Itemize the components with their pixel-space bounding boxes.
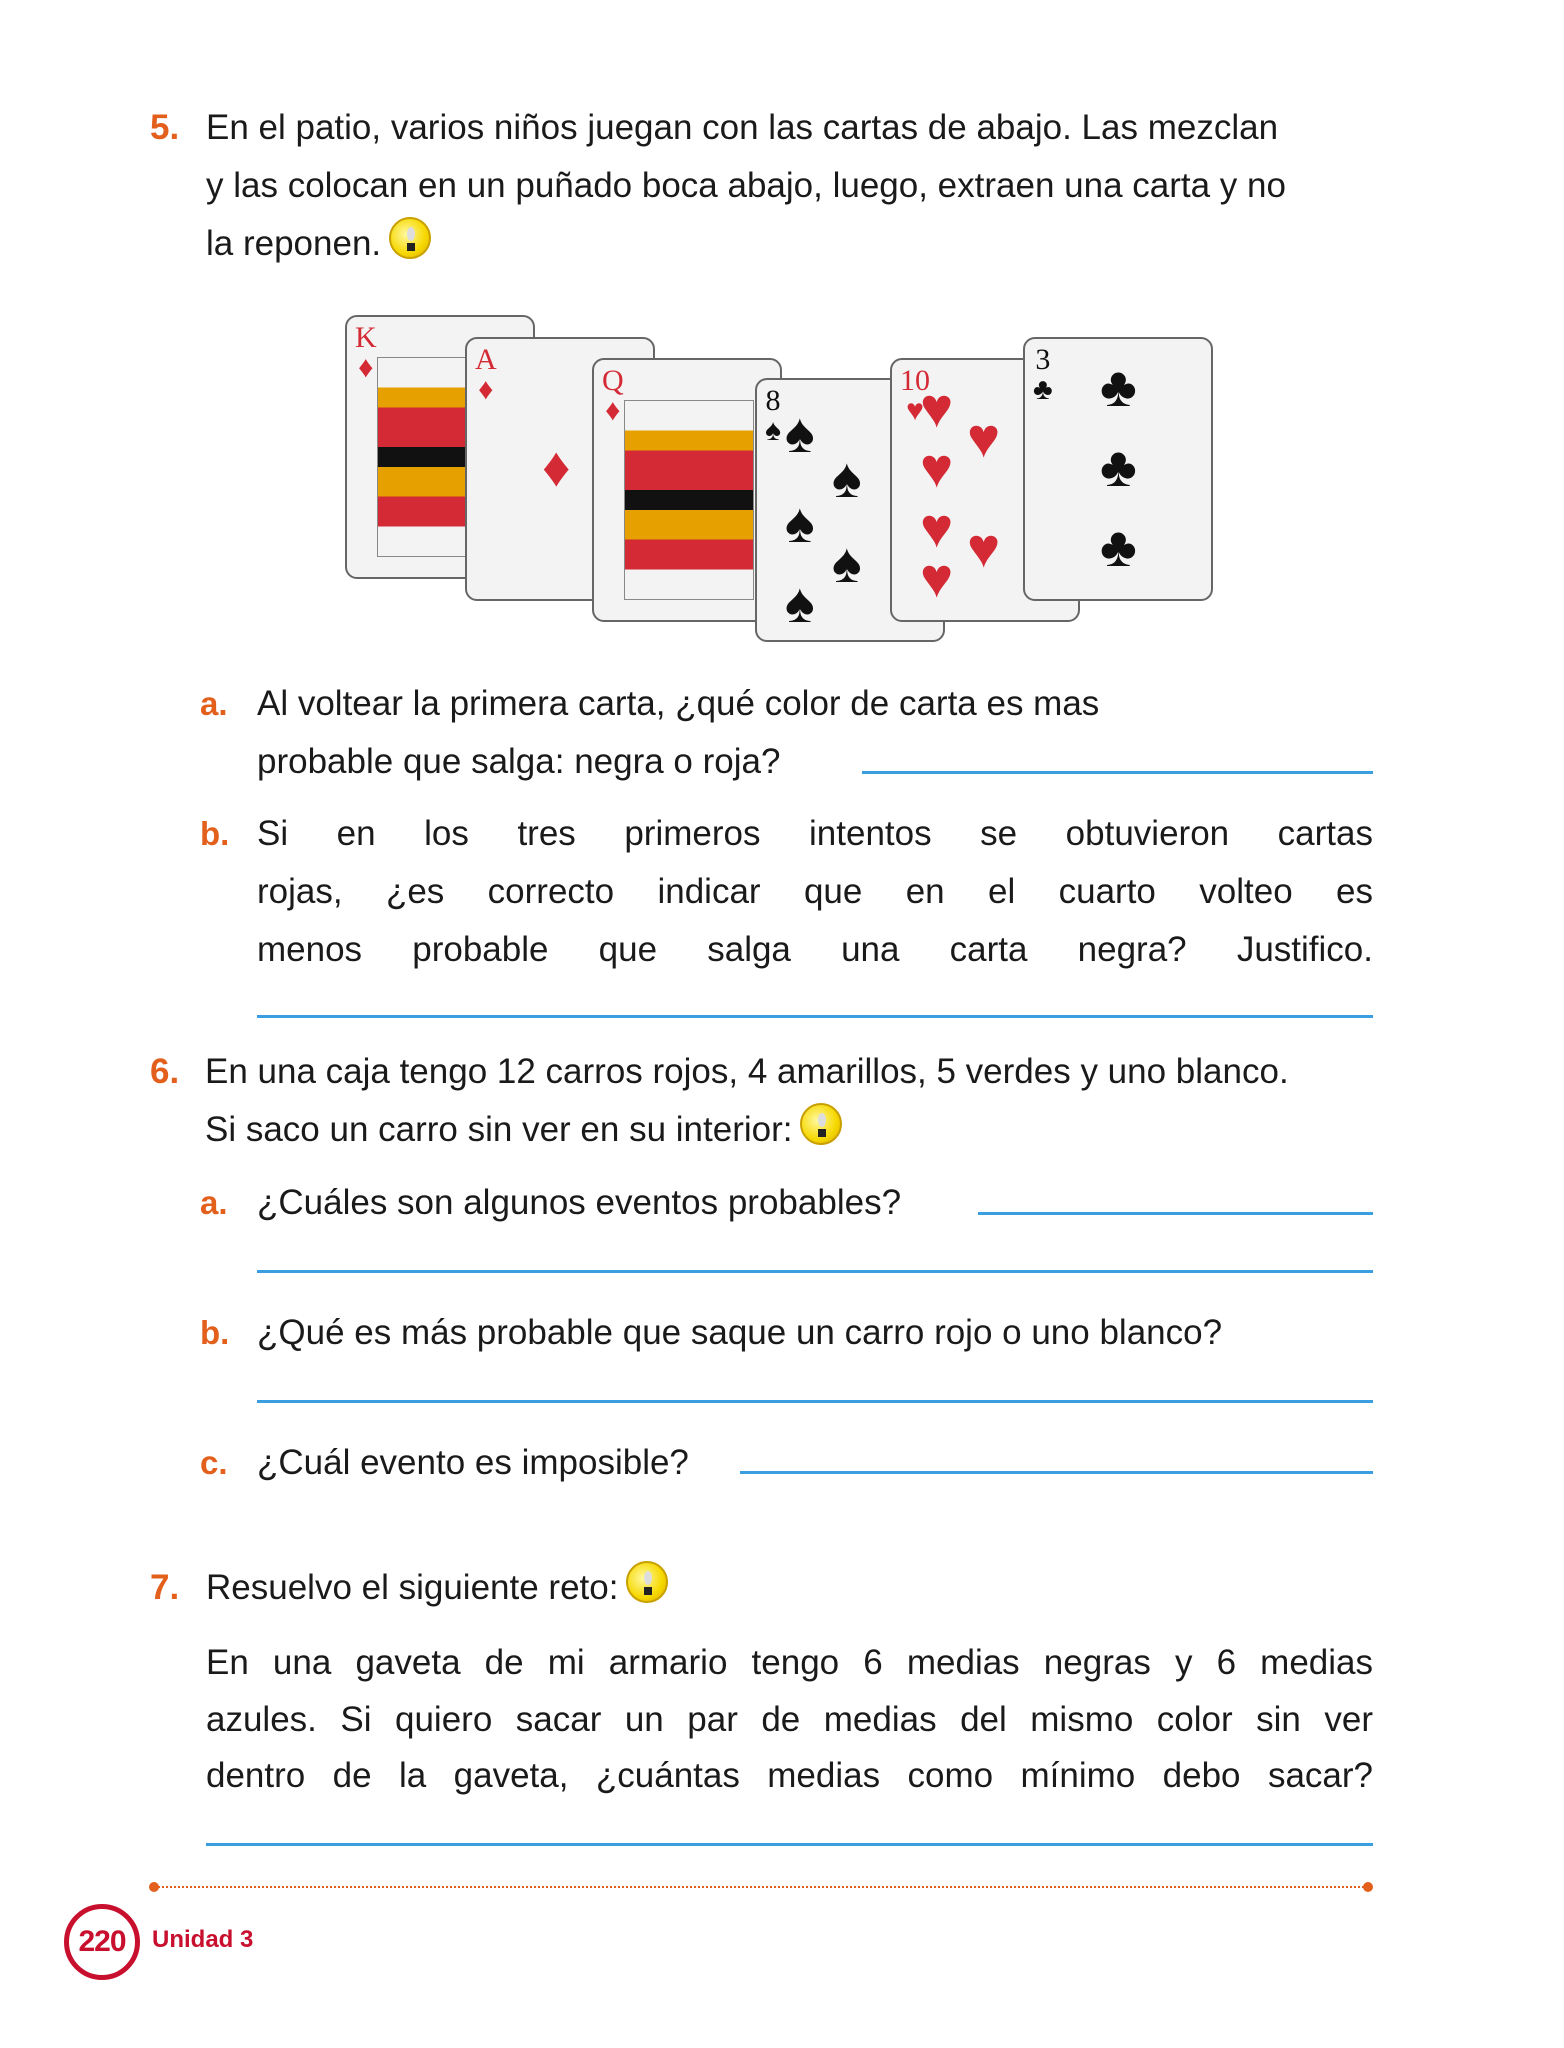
card-rank: 8 ♠ xyxy=(765,384,781,447)
q5a-letter: a. xyxy=(200,685,228,722)
spade-pip-icon: ♠ xyxy=(785,401,815,464)
q7-title-text: Resuelvo el siguiente reto: xyxy=(206,1568,619,1607)
spade-pip-icon: ♠ xyxy=(832,446,862,509)
card-rank: 10 ♥ xyxy=(900,364,930,427)
lightbulb-icon xyxy=(389,217,431,259)
q5-text xyxy=(206,215,431,273)
heart-pip-icon: ♥ xyxy=(920,376,954,439)
divider-dot xyxy=(1363,1882,1373,1892)
q6c-letter: c. xyxy=(200,1444,228,1481)
q6a-letter: a. xyxy=(200,1184,228,1221)
q6c-answer-line[interactable] xyxy=(740,1471,1373,1474)
heart-pip-icon: ♥ xyxy=(920,436,954,499)
q5b-text: rojas, ¿es correcto indicar que en el cuarto volteo es xyxy=(257,872,1373,911)
q7-answer-line[interactable] xyxy=(206,1843,1373,1846)
heart-pip-icon: ♥ xyxy=(920,496,954,559)
card-three-clubs xyxy=(1023,337,1213,601)
card-rank: 3 ♣ xyxy=(1033,343,1053,406)
spade-pip-icon: ♠ xyxy=(832,531,862,594)
q6b-text: ¿Qué es más probable que saque un carro rojo o uno blanco? xyxy=(257,1313,1223,1352)
q7-title xyxy=(206,1559,668,1617)
q5b-text: menos probable que salga una carta negra? Justifico. xyxy=(257,930,1373,969)
q6b-letter: b. xyxy=(200,1314,230,1351)
heart-pip-icon: ♥ xyxy=(967,516,1001,579)
q5a-answer-line[interactable] xyxy=(862,771,1373,774)
q7-text: En una gaveta de mi armario tengo 6 medias negras y 6 medias xyxy=(206,1643,1373,1682)
q5-text-end: la reponen. xyxy=(206,224,382,263)
spade-pip-icon: ♠ xyxy=(785,491,815,554)
divider-dot xyxy=(149,1882,159,1892)
card-rank: K ♦ xyxy=(355,321,377,384)
heart-pip-icon: ♥ xyxy=(967,406,1001,469)
page-number: 220 xyxy=(64,1904,140,1980)
club-pip-icon: ♣ xyxy=(1100,515,1137,578)
question-5-number: 5. xyxy=(150,108,180,147)
spade-pip-icon: ♠ xyxy=(785,571,815,634)
q5b-text: Si en los tres primeros intentos se obtuvieron cartas xyxy=(257,814,1373,853)
q5a-text: probable que salga: negra o roja? xyxy=(257,742,781,781)
question-7-number: 7. xyxy=(150,1568,180,1607)
q7-text: azules. Si quiero sacar un par de medias del mismo color sin ver xyxy=(206,1700,1373,1739)
club-pip-icon: ♣ xyxy=(1100,355,1137,418)
q5a-text: Al voltear la primera carta, ¿qué color de carta es mas xyxy=(257,684,1100,723)
card-rank: A ♦ xyxy=(475,343,497,406)
q6a-answer-line[interactable] xyxy=(978,1212,1373,1215)
q5b-letter: b. xyxy=(200,815,230,852)
unit-label: Unidad 3 xyxy=(152,1926,254,1953)
q6b-answer-line[interactable] xyxy=(257,1400,1373,1403)
q7-text: dentro de la gaveta, ¿cuántas medias como mínimo debo sacar? xyxy=(206,1756,1373,1795)
lightbulb-icon xyxy=(626,1561,668,1603)
footer-divider xyxy=(154,1886,1368,1888)
club-pip-icon: ♣ xyxy=(1100,435,1137,498)
q6a-text: ¿Cuáles son algunos eventos probables? xyxy=(257,1183,902,1222)
q6-text xyxy=(205,1101,842,1159)
heart-pip-icon: ♥ xyxy=(920,546,954,609)
q5-text: En el patio, varios niños juegan con las cartas de abajo. Las mezclan xyxy=(206,108,1279,147)
queen-figure xyxy=(624,400,754,600)
q6c-text: ¿Cuál evento es imposible? xyxy=(257,1443,689,1482)
card-queen-diamonds xyxy=(592,358,782,622)
lightbulb-icon xyxy=(800,1103,842,1145)
q6a-answer-line-2[interactable] xyxy=(257,1270,1373,1273)
q5b-answer-line[interactable] xyxy=(257,1015,1373,1018)
question-6-number: 6. xyxy=(150,1052,180,1091)
diamond-pip-icon: ♦ xyxy=(542,435,571,498)
q5-text: y las colocan en un puñado boca abajo, luego, extraen una carta y no xyxy=(206,166,1286,205)
card-rank: Q ♦ xyxy=(602,364,624,427)
q6-text: En una caja tengo 12 carros rojos, 4 amarillos, 5 verdes y uno blanco. xyxy=(205,1052,1289,1091)
q6-text-end: Si saco un carro sin ver en su interior: xyxy=(205,1110,793,1149)
